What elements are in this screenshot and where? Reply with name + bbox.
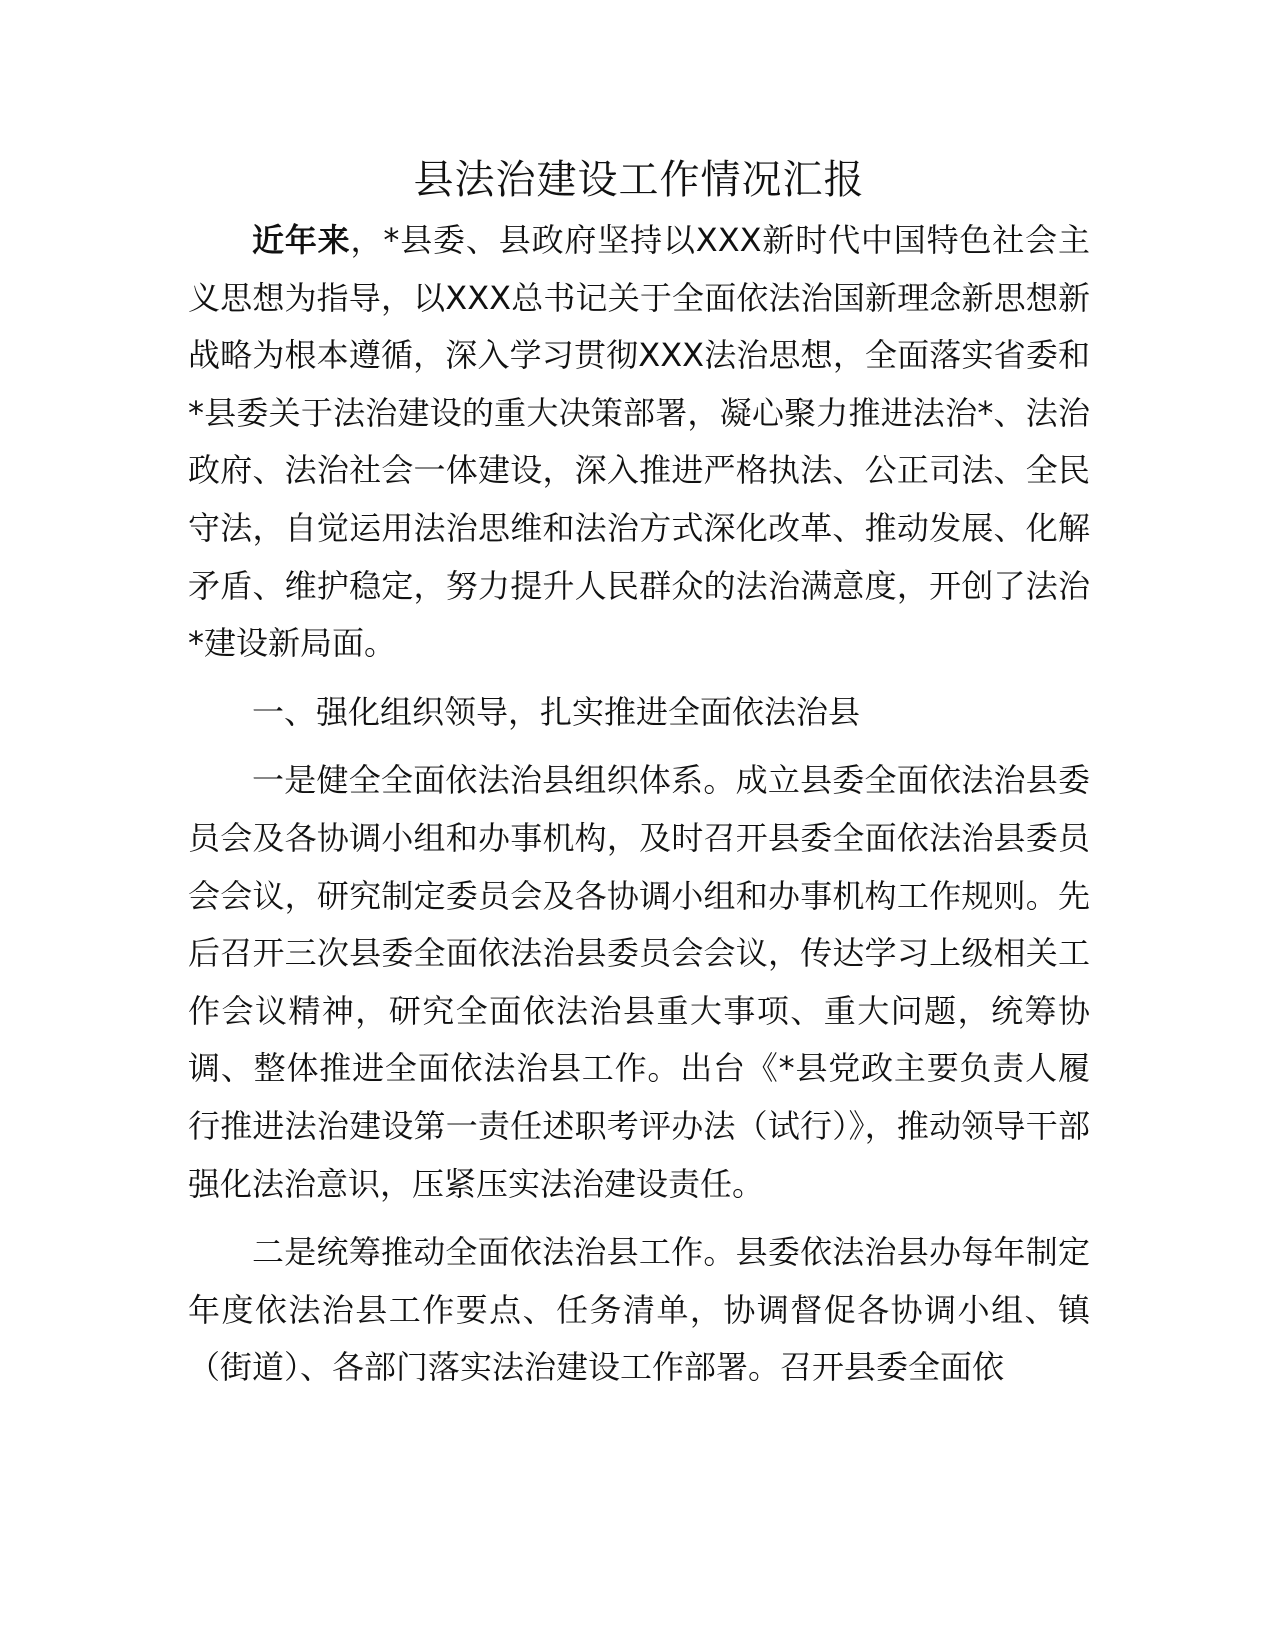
body-paragraph-2: 二是统筹推动全面依法治县工作。县委依法治县办每年制定年度依法治县工作要点、任务清单，协调督促各协调小组、镇（街道）、各部门落实法治建设工作部署。召开县委全面依	[188, 1233, 1090, 1387]
document-page	[188, 150, 1090, 1397]
intro-lead: 近年来	[252, 221, 351, 259]
document-title: 县法治建设工作情况汇报	[413, 157, 865, 203]
section-heading: 一、强化组织领导，扎实推进全面依法治县	[252, 692, 861, 731]
body-paragraph-1: 一是健全全面依法治县组织体系。成立县委全面依法治县委员会及各协调小组和办事机构，及时召开县委全面依法治县委员会会议，研究制定委员会及各协调小组和办事机构工作规则。先后召开三次县委全面依法治县委员会会议，传达学习上级相关工作会议精神，研究全面依法治县重大事项、重大问题，统筹协调、整体推进全面依法治县工作。出台《*县党政主要负责人履行推进法治建设第一责任述职考评办法（试行）》，推动领导干部强化法治意识，压紧压实法治建设责任。	[188, 761, 1090, 1203]
intro-body: ，*县委、县政府坚持以XXX新时代中国特色社会主义思想为指导，以XXX总书记关于全面依法治国新理念新思想新战略为根本遵循，深入学习贯彻XXX法治思想，全面落实省委和*县委关于法治建设的重大决策部署，凝心聚力推进法治*、法治政府、法治社会一体建设，深入推进严格执法、公正司法、全民守法，自觉运用法治思维和法治方式深化改革、推动发展、化解矛盾、维护稳定，努力提升人民群众的法治满意度，开创了法治*建设新局面。	[188, 221, 1090, 663]
intro-paragraph	[188, 212, 1090, 673]
